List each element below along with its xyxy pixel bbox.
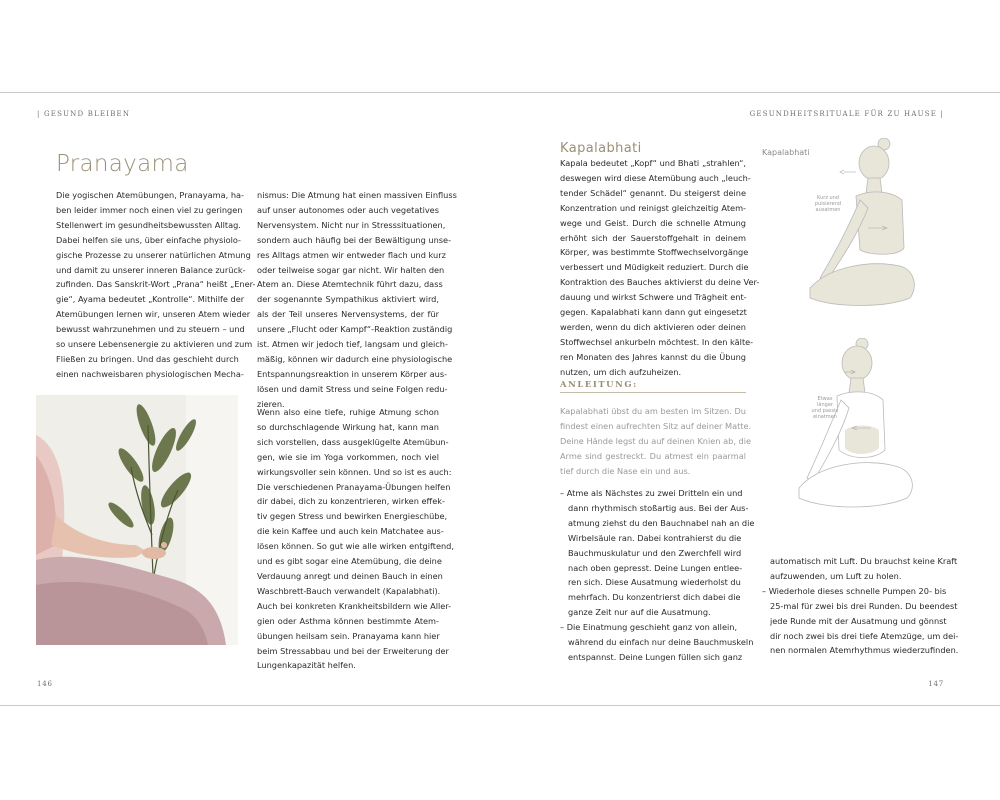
- text-line: Atemübungen lernen wir, unseren Atem wieder: [56, 309, 251, 320]
- text-line: die kein Kaffee und auch kein Matchatee aus-: [257, 526, 444, 537]
- text-line: Stellenwert im gesundheitsbewussten Alltag.: [56, 219, 241, 230]
- seated-figure-inhale: [795, 338, 925, 523]
- text-line: automatisch mit Luft. Du brauchst keine Kraft: [770, 556, 958, 566]
- text-line: gen, wie sie im Yoga vorkommen, noch viel: [257, 451, 439, 462]
- text-line: Arme sind gestreckt. Du atmest ein paarmal: [560, 450, 746, 461]
- figure-note-line: und passiv: [811, 408, 839, 414]
- right-page: [500, 93, 1000, 707]
- text-line: entspannst. Deine Lungen füllen sich ganz: [568, 651, 743, 662]
- text-line: ren sich. Diese Ausatmung wiederholst du: [568, 577, 741, 588]
- text-line: – Die Einatmung geschieht ganz von allein,: [560, 622, 738, 633]
- text-line: Körper, was bestimmte Stoffwechselvorgänge: [560, 247, 749, 258]
- text-line: als der Teil unseres Nervensystems, der für: [257, 309, 439, 320]
- text-line: findest einen aufrechten Sitz auf deiner Matte.: [560, 420, 752, 431]
- text-line: Kontraktion des Bauches aktivierst du deine Ver-: [560, 277, 760, 288]
- left-column-2-paragraph-1: [257, 188, 457, 412]
- text-line: ren Monaten des Jahres kannst du die Übung: [560, 351, 746, 362]
- page-number-right: 147: [928, 680, 944, 688]
- page-number-left: 146: [37, 680, 53, 688]
- page-title: Pranayama: [56, 151, 189, 177]
- text-line: und es gibt sogar eine Atemübung, die deine: [257, 556, 442, 567]
- text-line: – Atme als Nächstes zu zwei Dritteln ein und: [560, 488, 743, 498]
- section-heading: Kapalabhati: [560, 141, 642, 156]
- text-line: gien oder Asthma können bestimmte Atem-: [257, 615, 439, 626]
- text-line: Stoffwechsel ankurbeln möchtest. In den kälte-: [560, 336, 754, 347]
- figure-note-line: ausatmen: [815, 207, 841, 213]
- text-line: dann rhythmisch stoßartig aus. Bei der Aus-: [568, 502, 749, 513]
- figure-note-line: Etwas länger: [817, 396, 833, 408]
- text-line: nutzen, um dich aufzuheizen.: [560, 366, 682, 377]
- text-line: der sogenannte Sympathikus aktiviert wird,: [257, 294, 439, 305]
- text-line: einen nachweisbaren physiologischen Mecha-: [56, 368, 244, 379]
- text-line: deswegen wird diese Atemübung auch „leuch-: [560, 172, 751, 183]
- text-line: lösen können. So gut wie alle wirken entgiftend,: [257, 541, 454, 552]
- text-line: auf unser autonomes oder auch vegetatives: [257, 204, 439, 215]
- figure-note-exhale: [813, 195, 843, 213]
- text-line: aufzuwenden, um Luft zu holen.: [770, 570, 902, 581]
- text-line: 25-mal für zwei bis drei Runden. Du beendest: [770, 600, 958, 611]
- text-line: verbessert und Müdigkeit reduziert. Durch die: [560, 262, 749, 273]
- text-line: Dabei helfen sie uns, über einfache physiolo-: [56, 234, 241, 245]
- figure-note-line: einatmen: [813, 414, 837, 420]
- figure-note-inhale: [810, 396, 840, 420]
- left-page: [0, 93, 500, 707]
- text-line: mäßig, können wir dadurch eine physiologische: [257, 353, 453, 364]
- text-line: wirkungsvoller sein können. Und so ist es auch:: [257, 466, 452, 477]
- text-line: dir dabei, dich zu konzentrieren, wirken effek-: [257, 496, 445, 507]
- text-line: oder teilweise sogar gar nicht. Wir halten den: [257, 264, 445, 275]
- instructions-intro: [560, 404, 752, 479]
- text-line: dauung und wirkst Schwere und Trägheit ent-: [560, 292, 747, 303]
- instructions-steps-column-2: [762, 554, 959, 658]
- text-line: atmung ziehst du den Bauchnabel nah an die: [568, 517, 755, 528]
- text-line: ist. Atmen wir jedoch tief, langsam und gleich-: [257, 339, 448, 350]
- text-line: werden, wenn du dich aktivieren oder deinen: [560, 321, 746, 332]
- instructions-steps-column-1: [560, 486, 755, 665]
- text-line: Fließen zu bringen. Und das geschieht durch: [56, 353, 239, 364]
- text-line: – Wiederhole dieses schnelle Pumpen 20- bis: [762, 585, 947, 596]
- figure-note-line: pulsierend: [814, 201, 842, 207]
- text-line: Kapalabhati übst du am besten im Sitzen. Du: [560, 406, 746, 416]
- text-line: gegen. Kapalabhati kann dann gut eingesetzt: [560, 307, 747, 318]
- text-line: beim Stressabbau und bei der Erweiterung der: [257, 645, 449, 656]
- text-line: so durchschlagende Wirkung hat, kann man: [257, 421, 439, 432]
- running-head-left: | GESUND BLEIBEN: [37, 110, 131, 118]
- text-line: Die verschiedenen Pranayama-Übungen helfen: [257, 481, 451, 492]
- text-line: res Alltags atmen wir entweder flach und kurz: [257, 249, 446, 260]
- text-line: tief durch die Nase ein und aus.: [560, 465, 691, 476]
- text-line: wege und Geist. Durch die schnelle Atmung: [560, 217, 746, 228]
- text-line: mehrfach. Du konzentrierst dich dabei die: [568, 592, 741, 603]
- yoga-meditation-illustration: [36, 395, 238, 645]
- text-line: Lungenkapazität helfen.: [257, 660, 356, 671]
- text-line: und damit zu unserer inneren Balance zurück-: [56, 264, 246, 275]
- text-line: so unsere Lebensenergie zu aktivieren und zum: [56, 339, 253, 350]
- text-line: Wirbelsäule ran. Dabei kontrahierst du die: [568, 532, 742, 543]
- text-line: Waschbrett-Bauch verwandelt (Kapalabhati).: [257, 585, 441, 596]
- text-line: Entspannungsreaktion in unserem Körper aus-: [257, 368, 448, 379]
- text-line: Kapala bedeutet „Kopf“ und Bhati „strahlen“,: [560, 158, 746, 168]
- text-line: erhöht sich der Sauerstoffgehalt in deinem: [560, 232, 746, 243]
- text-line: nismus: Die Atmung hat einen massiven Einfluss: [257, 190, 457, 200]
- text-line: sondern auch häufig bei der Bewältigung unse-: [257, 234, 452, 245]
- instructions-divider: [560, 392, 746, 393]
- text-line: lösen und damit Stress und seine Folgen redu-: [257, 383, 448, 394]
- right-column-1-intro: [560, 156, 760, 380]
- seated-figure-exhale: [790, 138, 920, 323]
- text-line: übungen heilsam sein. Pranayama kann hier: [257, 630, 440, 641]
- text-line: Auch bei konkreten Krankheitsbildern wie Aller-: [257, 600, 452, 611]
- text-line: zieren.: [257, 398, 285, 409]
- text-line: dir noch zwei bis drei tiefe Atemzüge, um dei-: [770, 630, 959, 641]
- text-line: Atem an. Diese Atemtechnik führt dazu, dass: [257, 279, 443, 290]
- running-head-right: GESUNDHEITSRITUALE FÜR ZU HAUSE |: [749, 110, 944, 118]
- text-line: Deine Hände legst du auf deinen Knien ab, die: [560, 435, 752, 446]
- text-line: bewusst wahrzunehmen und zu steuern – und: [56, 324, 245, 335]
- text-line: Nervensystem. Nicht nur in Stresssituationen,: [257, 219, 446, 230]
- text-line: gie“, Ayama bedeutet „Kontrolle“. Mithilfe der: [56, 294, 245, 305]
- figure-label: Kapalabhati: [762, 148, 810, 157]
- text-line: Die yogischen Atemübungen, Pranayama, ha-: [56, 190, 245, 200]
- left-column-1: [56, 188, 256, 382]
- text-line: tiv gegen Stress und bewirken Energieschübe,: [257, 511, 448, 522]
- text-line: nach oben gepresst. Deine Lungen entlee-: [568, 562, 743, 573]
- text-line: Bauchmuskulatur und den Zwerchfell wird: [568, 547, 742, 558]
- text-line: sich vorstellen, dass ausgeklügelte Atemübun-: [257, 436, 449, 447]
- left-column-2-paragraph-2: [257, 405, 454, 673]
- text-line: Wenn also eine tiefe, ruhige Atmung schon: [257, 407, 439, 417]
- yoga-photo: [36, 395, 238, 645]
- text-line: ben leider immer noch einen viel zu geringen: [56, 204, 243, 215]
- text-line: jede Runde mit der Ausatmung und gönnst: [770, 615, 947, 626]
- text-line: nen normalen Atemrhythmus wiederzufinden.: [770, 645, 959, 656]
- text-line: unsere „Flucht oder Kampf“-Reaktion zuständig: [257, 324, 453, 335]
- instructions-heading: ANLEITUNG:: [560, 379, 638, 389]
- text-line: tender Schädel“ genannt. Du steigerst deine: [560, 187, 746, 198]
- text-line: Verdauung anregt und deinen Bauch in einen: [257, 570, 443, 581]
- text-line: gische Prozesse zu unserer natürlichen Atmung: [56, 249, 251, 260]
- book-spread: [0, 92, 1000, 706]
- text-line: zufinden. Das Sanskrit-Wort „Prana“ heißt „Ener-: [56, 279, 256, 290]
- text-line: ganze Zeit nur auf die Ausatmung.: [568, 607, 711, 618]
- text-line: während du einfach nur deine Bauchmuskeln: [568, 637, 754, 648]
- figure-note-line: Kurz und: [817, 195, 839, 201]
- text-line: Konzentration und reinigst gleichzeitig Atem-: [560, 202, 746, 213]
